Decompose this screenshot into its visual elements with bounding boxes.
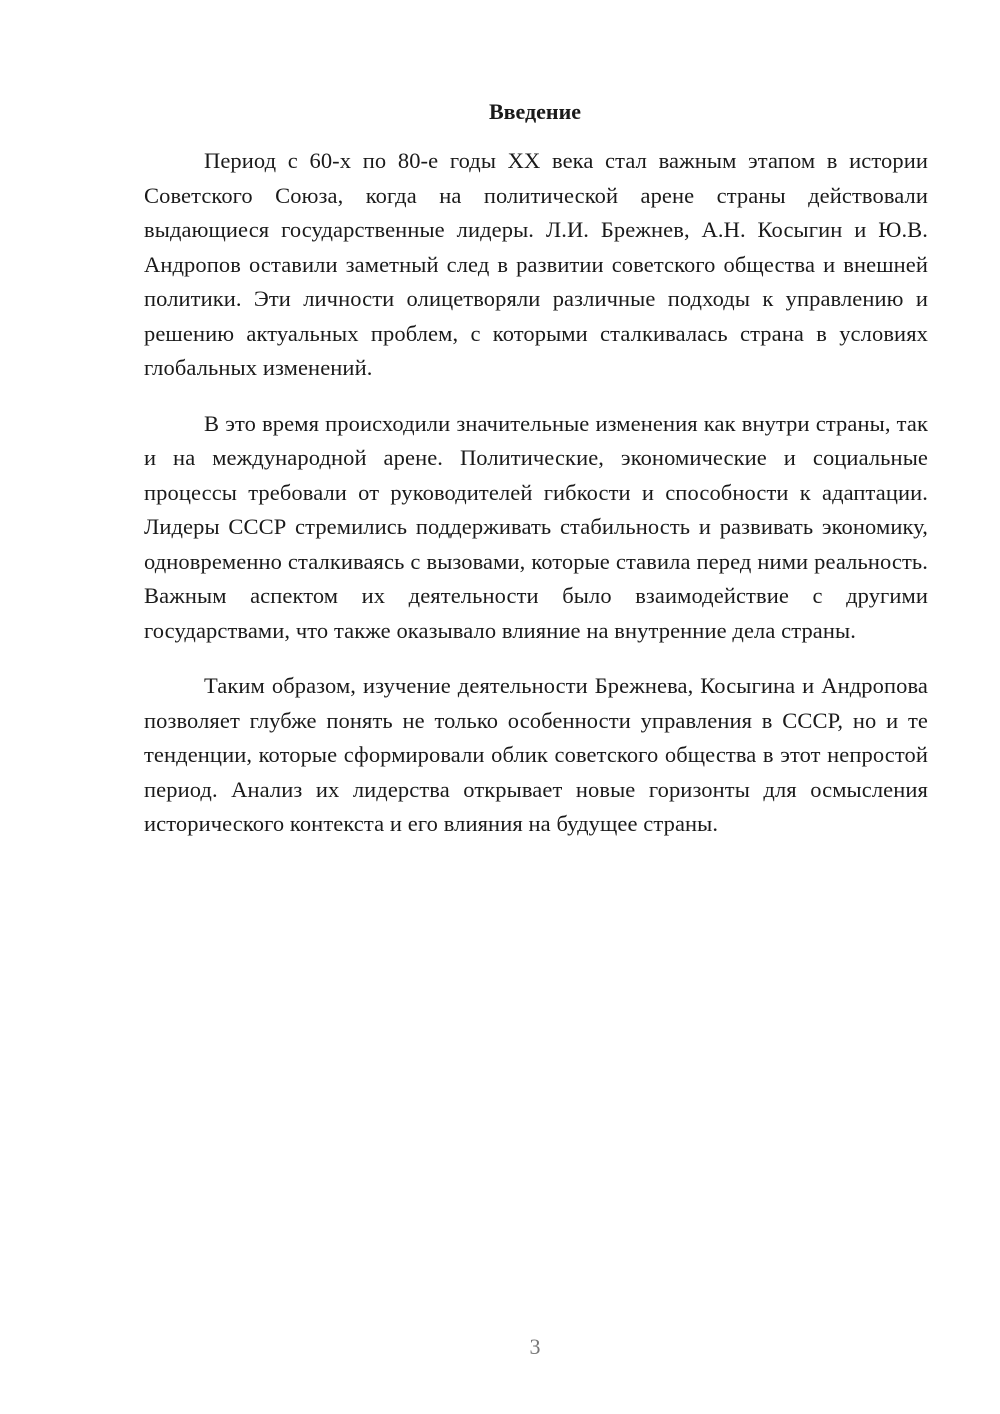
paragraph-1: Период с 60-х по 80-е годы XX века стал важным этапом в истории Советского Союза, когда на политической арене страны действовали выдающиеся государственные лидеры. Л.И. Брежнев, А.Н. Косыгин и Ю.В. Андропов оставили заметный след в развитии советского общества и внешней политики. Эти личности олицетворяли различные подходы к управлению и решению актуальных проблем, с которыми сталкивалась страна в условиях глобальных изменений.: [144, 148, 928, 380]
paragraph-3: Таким образом, изучение деятельности Брежнева, Косыгина и Андропова позволяет глубже понять не только особенности управления в СССР, но и те тенденции, которые сформировали облик советского общества в этот непростой период. Анализ их лидерства открывает новые горизонты для осмысления исторического контекста и его влияния на будущее страны.: [144, 673, 928, 836]
page-number: 3: [529, 1334, 541, 1359]
paragraph-2: В это время происходили значительные изменения как внутри страны, так и на международной арене. Политические, экономические и социальные процессы требовали от руководителей гибкости и способности к адаптации. Лидеры СССР стремились поддерживать стабильность и развивать экономику, одновременно сталкиваясь с вызовами, которые ставила перед ними реальность. Важным аспектом их деятельности было взаимодействие с другими государствами, что также оказывало влияние на внутренние дела страны.: [144, 410, 928, 643]
body-text: [144, 144, 928, 863]
page-title: Введение: [488, 99, 582, 124]
